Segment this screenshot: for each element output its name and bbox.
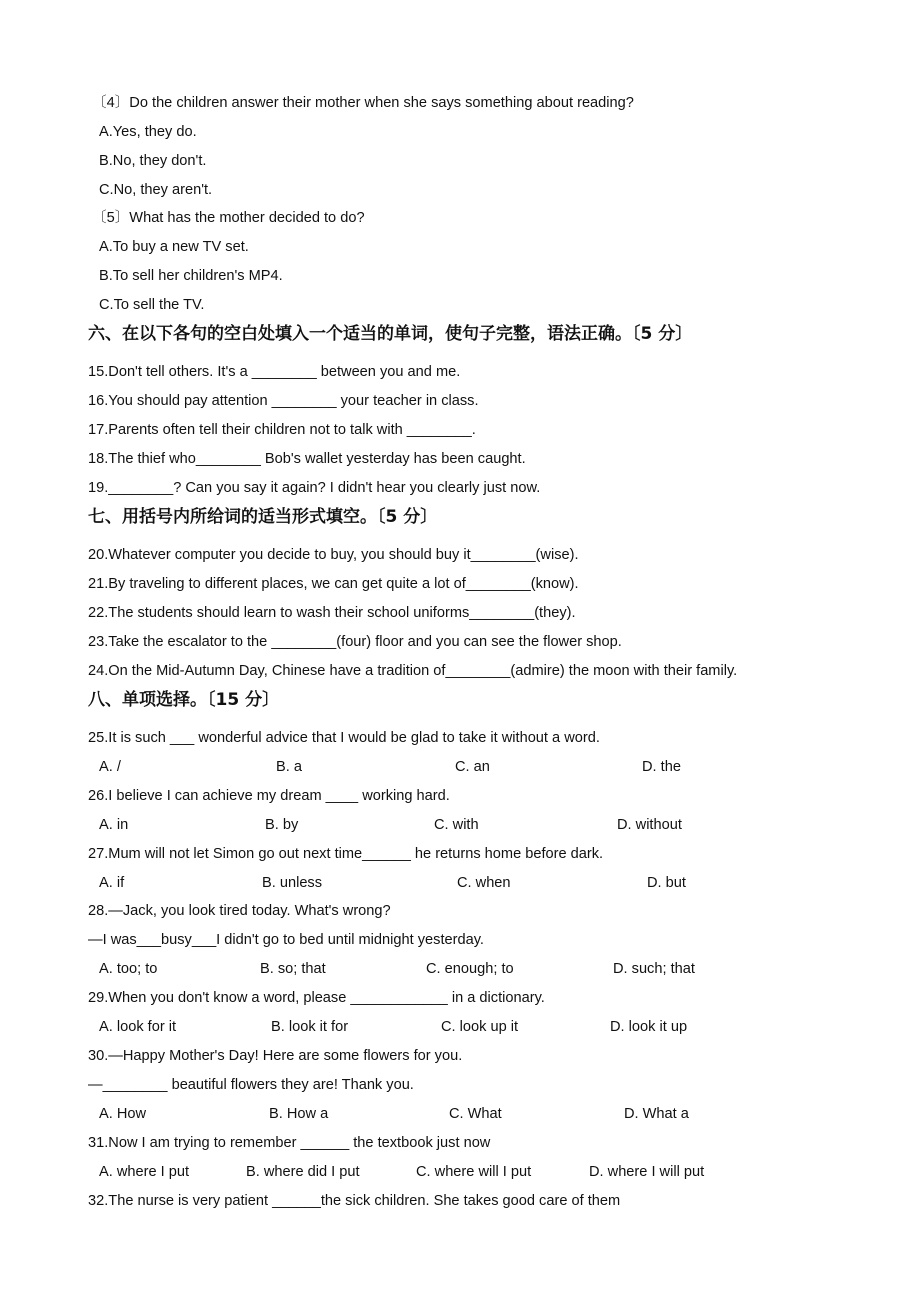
- q31-option-a: A. where I put: [99, 1164, 190, 1180]
- q28-option-c: C. enough; to: [426, 961, 514, 977]
- q27-option-c: C. when: [457, 875, 511, 891]
- q29-option-b: B. look it for: [271, 1019, 349, 1035]
- q30-option-d: D. What a: [624, 1106, 689, 1122]
- q4-option-a: A.Yes, they do.: [99, 124, 197, 140]
- item-22: 22.The students should learn to wash their school uniforms________(they).: [88, 605, 576, 621]
- item-18: 18.The thief who________ Bob's wallet yesterday has been caught.: [88, 451, 526, 467]
- q26-option-a: A. in: [99, 817, 129, 833]
- q30-option-b: B. How a: [269, 1106, 329, 1122]
- q26-option-d: D. without: [617, 817, 682, 833]
- q28-option-b: B. so; that: [260, 961, 326, 977]
- q25-option-a: A. /: [99, 759, 121, 775]
- item-15: 15.Don't tell others. It's a ________ between you and me.: [88, 364, 461, 380]
- question-31: 31.Now I am trying to remember ______ the textbook just now: [88, 1135, 491, 1151]
- question-30: 30.—Happy Mother's Day! Here are some flowers for you.: [88, 1048, 463, 1064]
- item-17: 17.Parents often tell their children not to talk with ________.: [88, 422, 476, 438]
- q31-option-b: B. where did I put: [246, 1164, 360, 1180]
- section-6-heading: 六、在以下各句的空白处填入一个适当的单词，使句子完整，语法正确。〔5 分〕: [88, 324, 693, 344]
- q27-option-a: A. if: [99, 875, 125, 891]
- q31-option-c: C. where will I put: [416, 1164, 532, 1180]
- q25-option-d: D. the: [642, 759, 681, 775]
- q4-option-b: B.No, they don't.: [99, 153, 207, 169]
- question-29: 29.When you don't know a word, please ____________ in a dictionary.: [88, 990, 545, 1006]
- q29-option-d: D. look it up: [610, 1019, 688, 1035]
- q25-option-c: C. an: [455, 759, 490, 775]
- q30-option-a: A. How: [99, 1106, 147, 1122]
- q29-option-a: A. look for it: [99, 1019, 177, 1035]
- q4-option-c: C.No, they aren't.: [99, 182, 213, 198]
- q26-option-c: C. with: [434, 817, 479, 833]
- question-28: 28.—Jack, you look tired today. What's wrong?: [88, 903, 391, 919]
- section-8-heading: 八、单项选择。〔15 分〕: [88, 690, 280, 710]
- question-5: 〔5〕What has the mother decided to do?: [92, 210, 365, 226]
- section-7-heading: 七、用括号内所给词的适当形式填空。〔5 分〕: [88, 507, 438, 527]
- question-27: 27.Mum will not let Simon go out next time______ he returns home before dark.: [88, 846, 604, 862]
- q5-option-c: C.To sell the TV.: [99, 297, 205, 313]
- question-30-reply: —________ beautiful flowers they are! Thank you.: [88, 1077, 414, 1093]
- q25-option-b: B. a: [276, 759, 302, 775]
- question-28-reply: —I was___busy___I didn't go to bed until midnight yesterday.: [88, 932, 484, 948]
- item-20: 20.Whatever computer you decide to buy, you should buy it________(wise).: [88, 547, 579, 563]
- question-26: 26.I believe I can achieve my dream ____ working hard.: [88, 788, 450, 804]
- q28-option-a: A. too; to: [99, 961, 158, 977]
- q28-option-d: D. such; that: [613, 961, 695, 977]
- q31-option-d: D. where I will put: [589, 1164, 705, 1180]
- item-21: 21.By traveling to different places, we can get quite a lot of________(know).: [88, 576, 579, 592]
- item-24: 24.On the Mid-Autumn Day, Chinese have a tradition of________(admire) the moon with their family.: [88, 663, 738, 679]
- q27-option-d: D. but: [647, 875, 686, 891]
- q30-option-c: C. What: [449, 1106, 502, 1122]
- q27-option-b: B. unless: [262, 875, 323, 891]
- q26-option-b: B. by: [265, 817, 299, 833]
- q29-option-c: C. look up it: [441, 1019, 519, 1035]
- question-32: 32.The nurse is very patient ______the sick children. She takes good care of them: [88, 1193, 621, 1209]
- item-19: 19.________? Can you say it again? I didn't hear you clearly just now.: [88, 480, 541, 496]
- question-25: 25.It is such ___ wonderful advice that I would be glad to take it without a word.: [88, 730, 600, 746]
- item-23: 23.Take the escalator to the ________(four) floor and you can see the flower shop.: [88, 634, 622, 650]
- question-4: 〔4〕Do the children answer their mother when she says something about reading?: [92, 95, 634, 111]
- q5-option-b: B.To sell her children's MP4.: [99, 268, 283, 284]
- q5-option-a: A.To buy a new TV set.: [99, 239, 249, 255]
- item-16: 16.You should pay attention ________ your teacher in class.: [88, 393, 479, 409]
